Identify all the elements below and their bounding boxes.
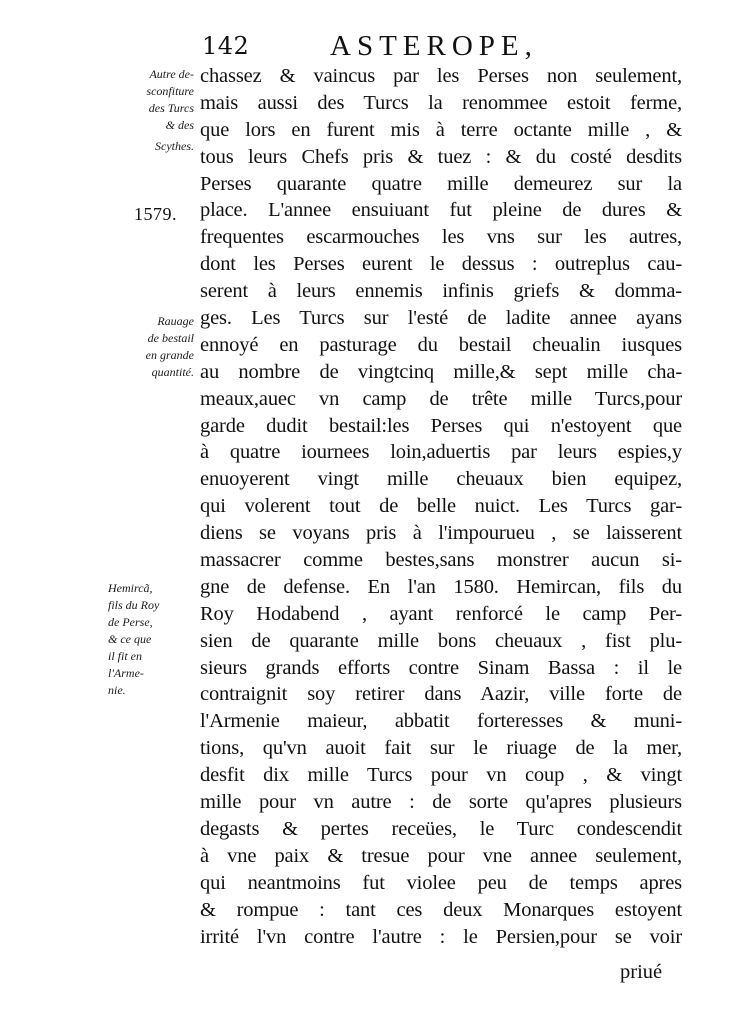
text-line: mille pour vn autre : de sorte qu'apres plusieurs (200, 791, 682, 814)
margin-note-line: fils du Roy (108, 598, 160, 612)
text-line: degasts & pertes receües, le Turc condescendit (200, 817, 682, 840)
text-line: gne de defense. En l'an 1580. Hemircan, fils du (200, 575, 682, 598)
text-line: qui neantmoins fut violee peu de temps apres (200, 871, 682, 894)
text-line: l'Armenie maieur, abbatit forteresses & muni- (200, 710, 682, 733)
margin-note-defeat (108, 66, 194, 155)
text-line: enuoyerent vingt mille cheuaux bien equipez, (200, 468, 682, 491)
text-line: desfit dix mille Turcs pour vn coup , & vingt (200, 764, 682, 787)
margin-note-line: des Turcs (148, 101, 194, 115)
margin-note-line: sconfiture (146, 84, 194, 98)
text-line: que lors en furent mis à terre octante mille , & (200, 118, 682, 141)
text-line: meaux,auec vn camp de trête mille Turcs,pour (200, 387, 682, 410)
text-line: irrité l'vn contre l'autre : le Persien,pour se voir (200, 925, 682, 948)
page-header (196, 28, 666, 68)
text-line: & rompue : tant ces deux Monarques estoyent (200, 898, 682, 921)
body-text (200, 63, 682, 950)
text-line: ges. Les Turcs sur l'esté de ladite annee ayans (200, 307, 682, 330)
text-line: dont les Perses eurent le dessus : outreplus cau- (200, 253, 682, 276)
text-line: sieurs grands efforts contre Sinam Bassa : il le (200, 656, 682, 679)
text-line: garde dudit bestail:les Perses qui n'estoyent que (200, 414, 682, 437)
margin-note-line: de bestail (147, 331, 194, 345)
margin-note-line: il fit en (108, 649, 142, 663)
margin-note-hemircan (108, 580, 196, 699)
margin-note-line: Autre de- (149, 67, 194, 81)
text-line: Perses quarante quatre mille demeurez sur la (200, 172, 682, 195)
margin-note-line: & des (165, 118, 194, 132)
margin-note-line: & ce que (108, 632, 152, 646)
text-line: ennoyé en pasturage du bestail cheualin iusques (200, 333, 682, 356)
margin-note-line: Rauage (157, 314, 194, 328)
margin-note-line: Scythes. (155, 139, 194, 153)
text-line: contraignit soy retirer dans Aazir, ville forte de (200, 683, 682, 706)
text-line: place. L'annee ensuiuant fut pleine de dures & (200, 199, 682, 222)
text-line: mais aussi des Turcs la renommee estoit ferme, (200, 91, 682, 114)
text-line: à vne paix & tresue pour vne annee seulement, (200, 844, 682, 867)
text-line: au nombre de vingtcinq mille,& sept mille cha- (200, 360, 682, 383)
text-line: tous leurs Chefs pris & tuez : & du costé desdits (200, 145, 682, 168)
margin-note-line: l'Arme- (108, 666, 144, 680)
text-line: diens se voyans pris à l'impourueu , se laisserent (200, 522, 682, 545)
text-line: chassez & vaincus par les Perses non seulement, (200, 65, 682, 87)
page-number: 142 (202, 32, 250, 60)
text-line: massacrer comme bestes,sans monstrer aucun si- (200, 549, 682, 572)
margin-note-line: en grande (145, 348, 194, 362)
text-line: serent à leurs ennemis infinis griefs & domma- (200, 280, 682, 303)
running-title: ASTEROPE, (330, 30, 538, 62)
margin-note-line: de Perse, (108, 615, 153, 629)
margin-note-line: quantité. (151, 365, 194, 379)
catchword: priué (620, 961, 663, 983)
text-line: sien de quarante mille bons cheuaux , fist plu- (200, 629, 682, 652)
margin-note-line: nie. (108, 683, 126, 697)
text-line: à quatre iournees loin,aduertis par leurs espies,y (200, 441, 682, 464)
margin-date: 1579. (134, 204, 177, 224)
text-line: qui volerent tout de belle nuict. Les Turcs gar- (200, 495, 682, 518)
margin-note-livestock (108, 313, 194, 381)
text-line: Roy Hodabend , ayant renforcé le camp Per- (200, 602, 682, 625)
margin-note-line: Hemircã, (108, 581, 153, 595)
text-line: frequentes escarmouches les vns sur les autres, (200, 226, 682, 249)
text-line: tions, qu'vn auoit fait sur le riuage de la mer, (200, 737, 682, 760)
